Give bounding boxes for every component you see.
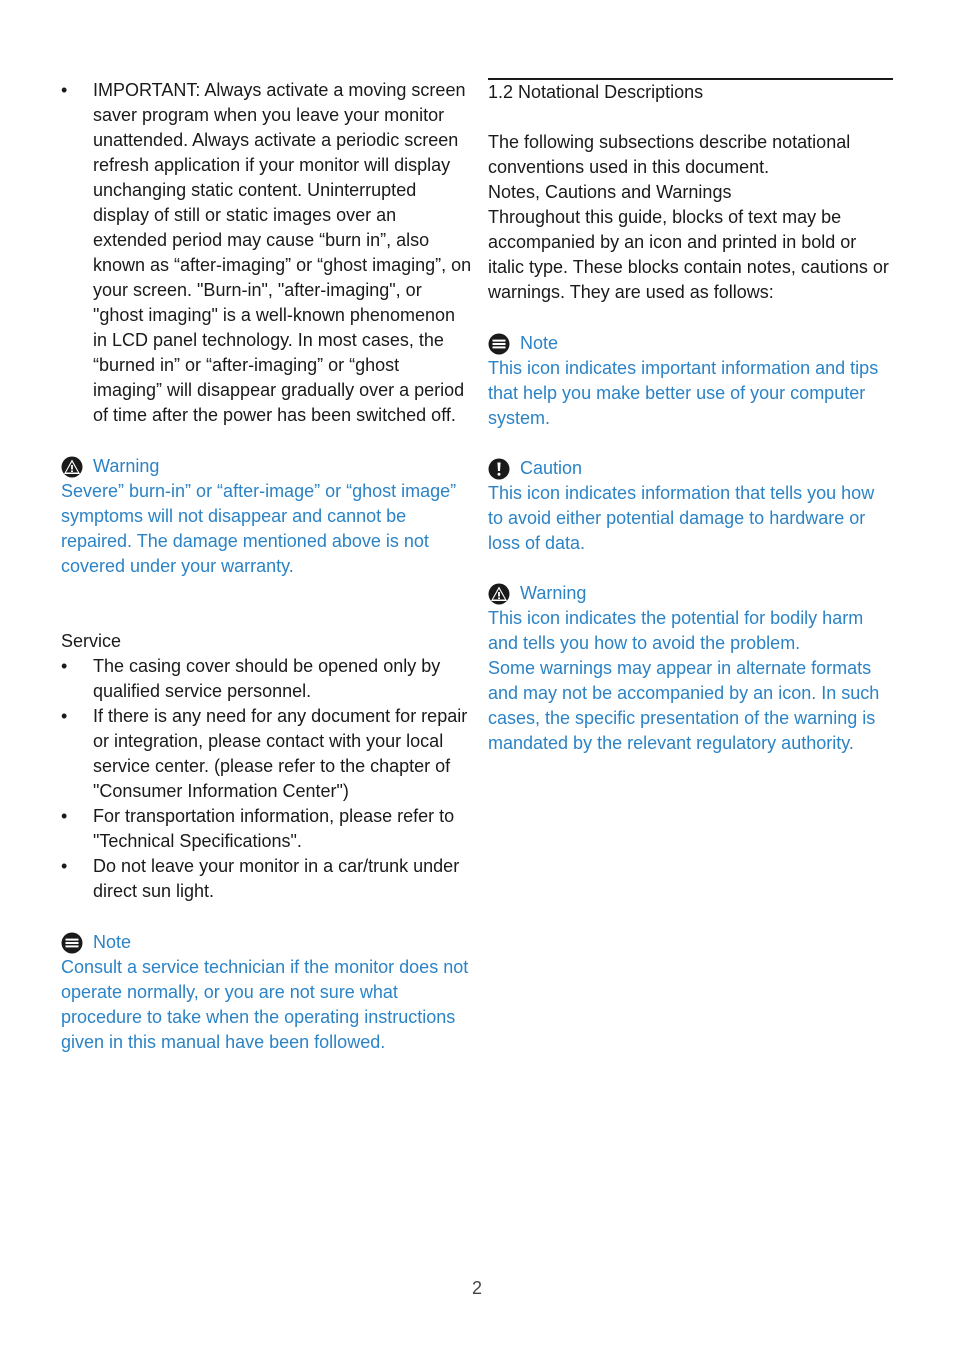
- warning-title-row: [61, 454, 473, 479]
- note-icon: [488, 333, 510, 355]
- intro-paragraph: The following subsections describe notational conventions used in this document.: [488, 132, 851, 177]
- note-text: Consult a service technician if the monitor does not operate normally, or you are not sure what procedure to take when the operating instructions given in this manual have been followed.: [61, 957, 469, 1052]
- caution-icon: [488, 458, 510, 480]
- warning-text: Some warnings may appear in alternate formats and may not be accompanied by an icon. In such cases, the specific presentation of the warning is mandated by the relevant regulatory authority.: [488, 658, 880, 753]
- list-item: • For transportation information, please refer to "Technical Specifications".: [61, 804, 473, 854]
- list-item: • If there is any need for any document for repair or integration, please contact with your local service center. (please refer to the chapter of "Consumer Information Center"): [61, 704, 473, 804]
- note-callout: [61, 930, 473, 1055]
- warning-title: Warning: [93, 456, 160, 476]
- warning-icon: [61, 456, 83, 478]
- caution-title: Caution: [520, 458, 583, 478]
- warning-icon: [488, 583, 510, 605]
- list-item: • The casing cover should be opened only by qualified service personnel.: [61, 654, 473, 704]
- intro-paragraph: Throughout this guide, blocks of text may be accompanied by an icon and printed in bold or italic type. These blocks contain notes, cautions or warnings. They are used as follows:: [488, 207, 889, 302]
- page-number: 2: [471, 1278, 482, 1298]
- service-list: [61, 654, 473, 904]
- intro-subheading: Notes, Cautions and Warnings: [488, 182, 732, 202]
- warning-callout: [61, 454, 473, 579]
- caution-callout: [488, 456, 893, 556]
- list-item: • Do not leave your monitor in a car/trunk under direct sun light.: [61, 854, 473, 904]
- note-title: Note: [520, 333, 559, 353]
- warning-title-row: [488, 581, 893, 606]
- caution-text: This icon indicates information that tells you how to avoid either potential damage to hardware or loss of data.: [488, 483, 875, 553]
- important-bullet: • IMPORTANT: Always activate a moving screen saver program when you leave your monitor unattended. Always activate a periodic screen refresh application if your monitor will display unchanging static content. Uninterrupted display of still or static images over an extended period may cause “burn in”, also known as “after-imaging” or “ghost imaging”, on your screen. "Burn-in", "after-imaging", or "ghost imaging" is a well-known phenomenon in LCD panel technology. In most cases, the “burned in” or “after-imaging” or “ghost imaging” will disappear gradually over a period of time after the power has been switched off.: [61, 78, 473, 428]
- right-column: [488, 78, 893, 756]
- service-heading: Service: [61, 631, 122, 651]
- warning-text: This icon indicates the potential for bodily harm and tells you how to avoid the problem.: [488, 608, 864, 653]
- note-title-row: [61, 930, 473, 955]
- note-callout: [488, 331, 893, 431]
- important-list: [61, 78, 473, 428]
- section-title: 1.2 Notational Descriptions: [488, 82, 704, 102]
- note-icon: [61, 932, 83, 954]
- note-title: Note: [93, 932, 132, 952]
- caution-title-row: [488, 456, 893, 481]
- note-text: This icon indicates important information and tips that help you make better use of your computer system.: [488, 358, 879, 428]
- left-column: [61, 78, 473, 1055]
- warning-title: Warning: [520, 583, 587, 603]
- warning-text: Severe” burn-in” or “after-image” or “ghost image” symptoms will not disappear and cannot be repaired. The damage mentioned above is not covered under your warranty.: [61, 481, 457, 576]
- warning-callout: [488, 581, 893, 756]
- note-title-row: [488, 331, 893, 356]
